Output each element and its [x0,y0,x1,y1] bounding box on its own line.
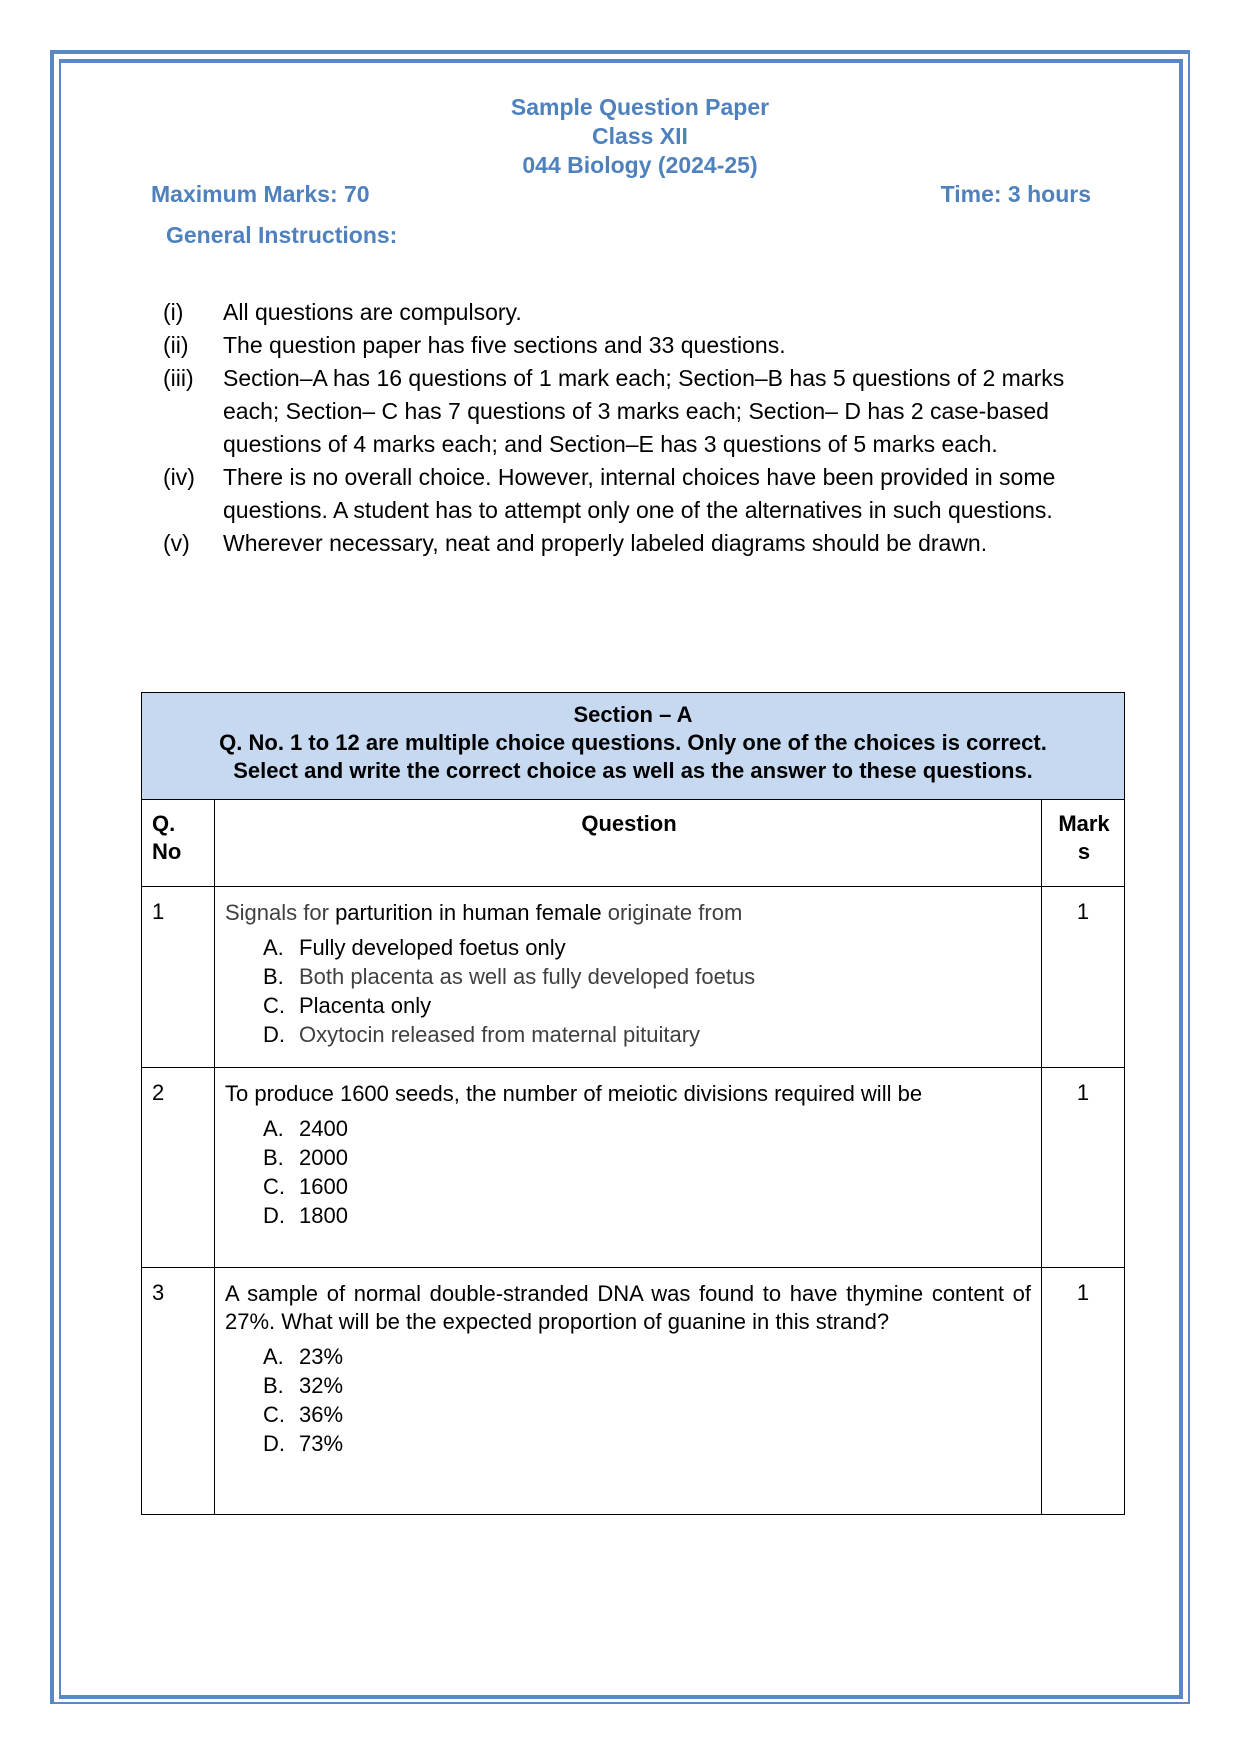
question-number: 3 [142,1268,215,1515]
column-header-qno [142,800,215,887]
section-header-row [142,693,1125,800]
option-label: C. [263,1174,285,1199]
question-cell [215,1268,1042,1515]
option-b [263,1143,1031,1172]
option-label: A. [263,1116,284,1141]
question-text-part: originate from [601,900,743,925]
title-line-3: 044 Biology (2024-25) [522,152,758,178]
instruction-number: (v) [163,530,190,556]
instruction-text: All questions are compulsory. [223,299,522,325]
instruction-number: (ii) [163,332,189,358]
instruction-item [163,527,1093,560]
option-text: 36% [299,1402,344,1427]
option-c [263,991,1031,1020]
column-header-marks [1042,800,1125,887]
option-d [263,1201,1031,1230]
section-description-line-1: Q. No. 1 to 12 are multiple choice questions. Only one of the choices is correct. [219,730,1047,755]
option-text: 1600 [299,1174,348,1199]
question-cell [215,1068,1042,1268]
question-cell [215,887,1042,1068]
question-marks: 1 [1042,887,1125,1068]
column-header-question: Question [215,800,1042,887]
option-text: 32% [299,1373,344,1398]
option-a [263,1114,1031,1143]
title-line-1: Sample Question Paper [510,94,770,120]
instructions-list [163,296,1093,560]
option-text: Oxytocin released from maternal pituitary [299,1022,701,1047]
column-header-qno-line1: Q. [152,811,176,836]
option-a [263,1342,1031,1371]
option-c [263,1172,1031,1201]
option-d [263,1020,1031,1049]
option-c [263,1400,1031,1429]
option-b [263,1371,1031,1400]
option-text: 73% [299,1431,344,1456]
instruction-item [163,461,1093,527]
section-a-table [141,692,1125,1515]
instruction-item [163,296,1093,329]
option-label: D. [263,1431,285,1456]
options-list [263,1114,1031,1230]
instruction-text: The question paper has five sections and 33 questions. [223,332,786,358]
option-text: 1800 [299,1203,348,1228]
option-text: 23% [299,1344,344,1369]
option-label: B. [263,964,284,989]
paper-title [0,93,1241,180]
question-row [142,1268,1125,1515]
title-line-2: Class XII [592,123,688,149]
question-row [142,1068,1125,1268]
instruction-text: There is no overall choice. However, internal choices have been provided in some questions. A student has to attempt only one of the alternatives in such questions. [223,464,1056,523]
section-header [142,693,1125,800]
option-text: 2000 [299,1145,348,1170]
column-header-qno-line2: No [152,839,182,864]
option-a [263,933,1031,962]
column-header-row [142,800,1125,887]
option-label: D. [263,1203,285,1228]
instruction-item [163,329,1093,362]
question-text [225,899,1031,927]
option-text: Both placenta as well as fully developed foetus [299,964,756,989]
question-row [142,887,1125,1068]
section-title: Section – A [573,702,693,727]
instruction-number: (iii) [163,365,194,391]
instruction-text: Section–A has 16 questions of 1 mark each; Section–B has 5 questions of 2 marks each; Section– C has 7 questions of 3 marks each; Section– D has 2 case-based questions of 4 marks each; and Section–E has 3 questions of 5 marks each. [223,365,1065,457]
maximum-marks: Maximum Marks: 70 [151,181,370,207]
instruction-item [163,362,1093,461]
instruction-number: (i) [163,299,184,325]
question-text: To produce 1600 seeds, the number of meiotic divisions required will be [225,1081,923,1106]
option-text: 2400 [299,1116,348,1141]
option-label: A. [263,935,284,960]
option-label: D. [263,1022,285,1047]
instruction-number: (iv) [163,464,195,490]
question-marks: 1 [1042,1268,1125,1515]
question-marks: 1 [1042,1068,1125,1268]
question-number: 1 [142,887,215,1068]
option-label: C. [263,993,285,1018]
question-text-part: Signals for [225,900,336,925]
options-list [263,1342,1031,1458]
instruction-text: Wherever necessary, neat and properly labeled diagrams should be drawn. [223,530,988,556]
column-header-marks-line2: s [1077,839,1091,864]
general-instructions-heading: General Instructions: [166,222,398,248]
time-allowed: Time: 3 hours [940,181,1091,207]
options-list [263,933,1031,1049]
option-label: B. [263,1145,284,1170]
section-description-line-2: Select and write the correct choice as well as the answer to these questions. [233,758,1033,783]
option-b [263,962,1031,991]
option-label: B. [263,1373,284,1398]
option-label: C. [263,1402,285,1427]
option-d [263,1429,1031,1458]
question-text: A sample of normal double-stranded DNA was found to have thymine content of 27%. What will be the expected proportion of guanine in this strand? [225,1281,1031,1334]
question-number: 2 [142,1068,215,1268]
question-text-part: parturition in human female [335,900,602,925]
option-text: Fully developed foetus only [299,935,566,960]
column-header-marks-line1: Mark [1058,811,1110,836]
option-text: Placenta only [299,993,432,1018]
option-label: A. [263,1344,284,1369]
